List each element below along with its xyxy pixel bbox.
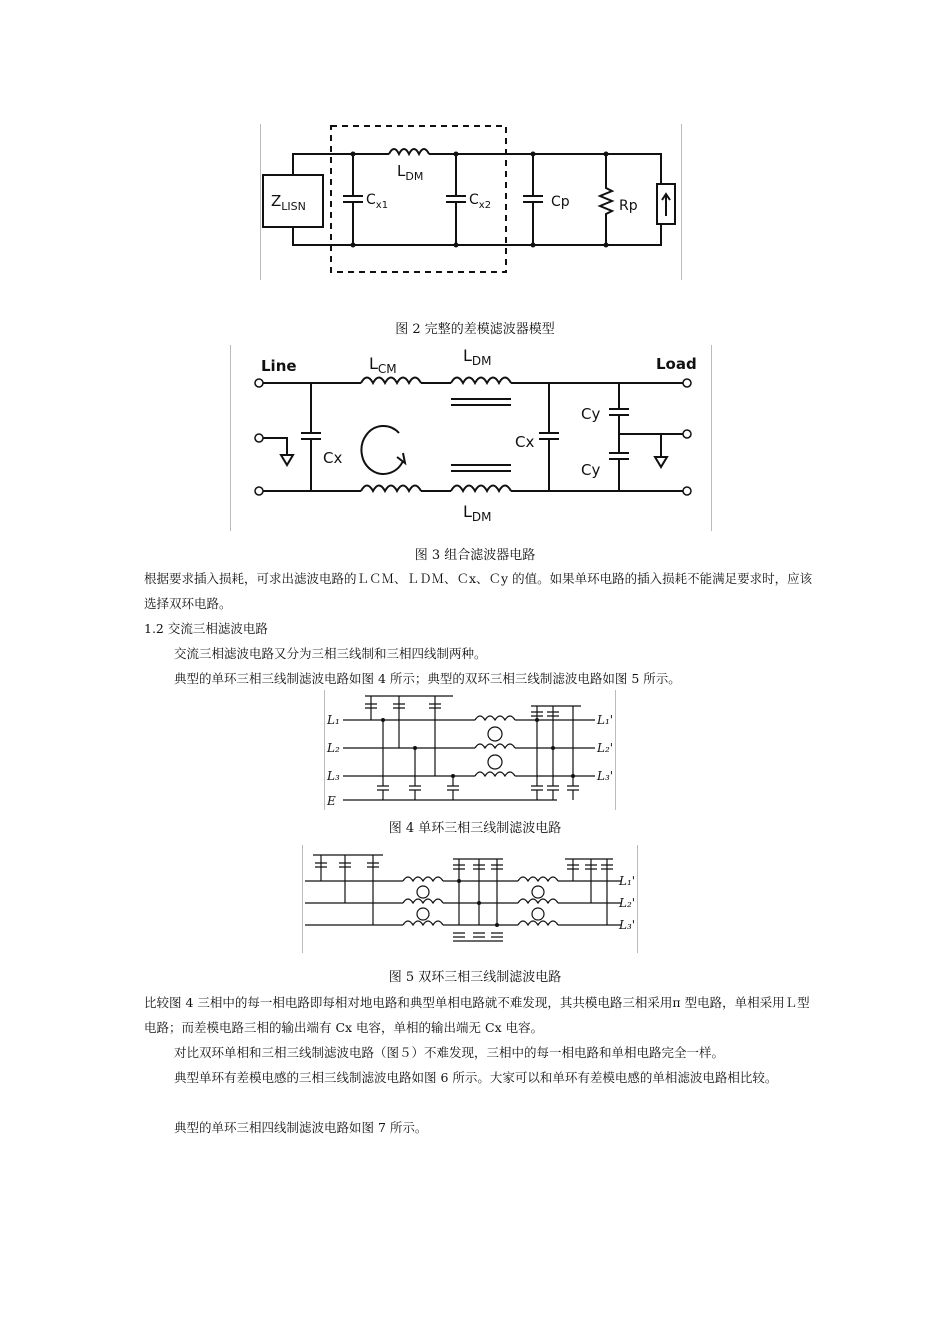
l2p-label: L₂' bbox=[597, 741, 614, 755]
lcm-label: $L_{CM}$ bbox=[369, 354, 397, 376]
section-heading: 1.2 交流三相滤波电路 bbox=[144, 621, 268, 636]
cy-top-label: Cy bbox=[581, 405, 601, 423]
figure-2-diagram bbox=[261, 124, 681, 280]
cp-label: Cp bbox=[551, 194, 570, 210]
figure-3 bbox=[230, 345, 712, 531]
l3-label: L₃ bbox=[327, 769, 340, 783]
e-label: E bbox=[327, 794, 336, 808]
paragraph-7: 典型的单环三相四线制滤波电路如图 7 所示。 bbox=[174, 1120, 428, 1135]
cx1-label: $C_{x1}$ bbox=[366, 192, 389, 211]
paragraph-1: 根据要求插入损耗，可求出滤波电路的ＬＣＭ、ＬＤＭ、Ｃx、Ｃy 的值。如果单环电路的插入损耗不能满足要求时，应该选择双环电路。 bbox=[144, 571, 813, 611]
l2-label: L₂ bbox=[327, 741, 340, 755]
paragraph-6: 典型单环有差模电感的三相三线制滤波电路如图 6 所示。大家可以和单环有差模电感的单相滤波电路相比较。 bbox=[174, 1070, 778, 1085]
figure-5-caption: 图 5 双环三相三线制滤波电路 bbox=[388, 970, 562, 985]
l1p-label: L₁' bbox=[597, 713, 614, 727]
rp-label: Rp bbox=[619, 198, 638, 214]
cx-left-label: Cx bbox=[323, 449, 343, 467]
fig5-l1p-label: L₁' bbox=[619, 874, 636, 888]
cx-right-label: Cx bbox=[515, 433, 535, 451]
ldm-top-label: $L_{DM}$ bbox=[463, 346, 492, 368]
figure-2 bbox=[260, 124, 682, 280]
figure-4-diagram bbox=[325, 690, 615, 810]
ldm-label: $L_{DM}$ bbox=[397, 162, 424, 183]
l3p-label: L₃' bbox=[597, 769, 614, 783]
figure-4-caption: 图 4 单环三相三线制滤波电路 bbox=[388, 821, 562, 836]
cx2-label: $C_{x2}$ bbox=[469, 192, 492, 211]
figure-3-caption: 图 3 组合滤波器电路 bbox=[414, 548, 536, 563]
paragraph-3: 典型的单环三相三线制滤波电路如图 4 所示；典型的双环三相三线制滤波电路如图 5 所示。 bbox=[174, 671, 681, 686]
l1-label: L₁ bbox=[327, 713, 340, 727]
line-label: Line bbox=[261, 357, 297, 375]
paragraph-2: 交流三相滤波电路又分为三相三线制和三相四线制两种。 bbox=[174, 646, 487, 661]
paragraph-5: 对比双环单相和三相三线制滤波电路（图５）不难发现，三相中的每一相电路和单相电路完全一样。 bbox=[174, 1045, 725, 1060]
figure-5 bbox=[302, 845, 638, 953]
zlisn-label: $Z_{LISN}$ bbox=[271, 192, 306, 213]
load-label: Load bbox=[656, 355, 697, 373]
paragraph-4: 比较图 4 三相中的每一相电路即每相对地电路和典型单相电路就不难发现，其共模电路三相采用π 型电路，单相采用Ｌ型电路；而差模电路三相的输出端有 Cx 电容，单相的输出端无 Cx 电容。 bbox=[144, 995, 810, 1035]
figure-5-diagram bbox=[303, 845, 637, 953]
fig5-l3p-label: L₃' bbox=[619, 918, 636, 932]
ldm-bottom-label: $L_{DM}$ bbox=[463, 502, 492, 524]
figure-4 bbox=[324, 690, 616, 810]
figure-3-diagram bbox=[231, 345, 711, 531]
figure-2-caption: 图 2 完整的差模滤波器模型 bbox=[395, 322, 555, 337]
cy-bottom-label: Cy bbox=[581, 461, 601, 479]
fig5-l2p-label: L₂' bbox=[619, 896, 636, 910]
